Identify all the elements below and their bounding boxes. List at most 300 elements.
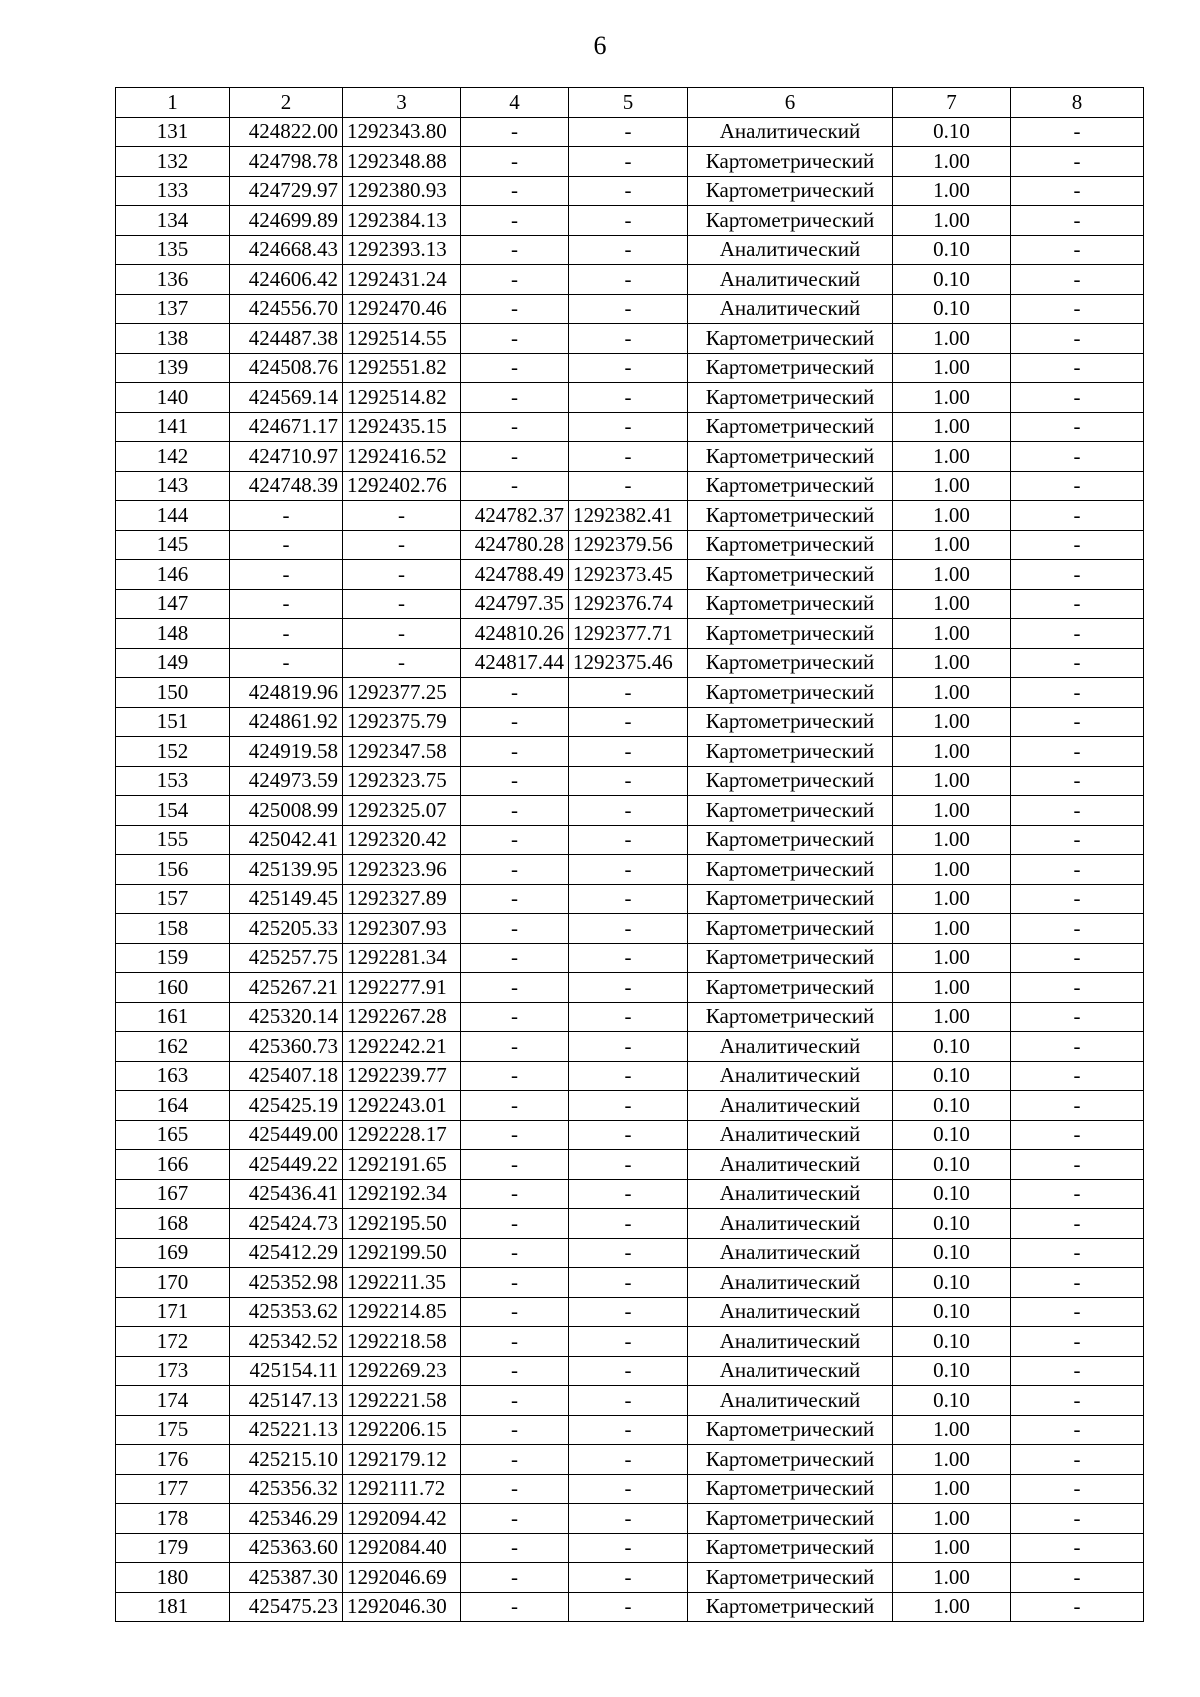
cell-accuracy: 1.00 — [893, 383, 1011, 413]
cell-y-coordinate-alt: - — [569, 1592, 688, 1622]
cell-note: - — [1011, 1032, 1144, 1062]
cell-accuracy: 1.00 — [893, 943, 1011, 973]
cell-y-coordinate-alt: - — [569, 1386, 688, 1416]
cell-method: Картометрический — [688, 560, 893, 590]
cell-accuracy: 1.00 — [893, 560, 1011, 590]
table-row — [116, 1297, 1144, 1327]
cell-point-number: 164 — [116, 1091, 230, 1121]
cell-y-coordinate-alt: 1292376.74 — [569, 589, 688, 619]
cell-note: - — [1011, 678, 1144, 708]
cell-note: - — [1011, 1120, 1144, 1150]
cell-y-coordinate: 1292393.13 — [343, 235, 461, 265]
cell-y-coordinate-alt: 1292382.41 — [569, 501, 688, 531]
cell-method: Аналитический — [688, 1032, 893, 1062]
cell-accuracy: 1.00 — [893, 914, 1011, 944]
cell-y-coordinate-alt: - — [569, 1032, 688, 1062]
cell-accuracy: 1.00 — [893, 501, 1011, 531]
cell-y-coordinate-alt: - — [569, 117, 688, 147]
cell-point-number: 139 — [116, 353, 230, 383]
cell-x-coordinate: 425449.00 — [230, 1120, 343, 1150]
cell-method: Картометрический — [688, 206, 893, 236]
cell-y-coordinate: - — [343, 530, 461, 560]
cell-point-number: 180 — [116, 1563, 230, 1593]
cell-note: - — [1011, 648, 1144, 678]
table-row — [116, 796, 1144, 826]
cell-x-coordinate-alt: - — [461, 884, 569, 914]
cell-y-coordinate-alt: - — [569, 1297, 688, 1327]
cell-y-coordinate: 1292307.93 — [343, 914, 461, 944]
cell-note: - — [1011, 943, 1144, 973]
cell-y-coordinate: 1292195.50 — [343, 1209, 461, 1239]
cell-method: Картометрический — [688, 648, 893, 678]
cell-point-number: 176 — [116, 1445, 230, 1475]
cell-method: Картометрический — [688, 147, 893, 177]
cell-accuracy: 1.00 — [893, 707, 1011, 737]
cell-x-coordinate: 424748.39 — [230, 471, 343, 501]
cell-y-coordinate: 1292402.76 — [343, 471, 461, 501]
cell-point-number: 133 — [116, 176, 230, 206]
cell-x-coordinate: 424556.70 — [230, 294, 343, 324]
cell-x-coordinate-alt: - — [461, 1032, 569, 1062]
cell-y-coordinate: - — [343, 648, 461, 678]
cell-note: - — [1011, 265, 1144, 295]
cell-y-coordinate-alt: - — [569, 442, 688, 472]
cell-accuracy: 1.00 — [893, 147, 1011, 177]
table-row — [116, 1563, 1144, 1593]
cell-x-coordinate: 425346.29 — [230, 1504, 343, 1534]
cell-method: Картометрический — [688, 1445, 893, 1475]
cell-accuracy: 1.00 — [893, 1533, 1011, 1563]
cell-note: - — [1011, 1504, 1144, 1534]
column-header-1: 1 — [116, 88, 230, 118]
column-header-7: 7 — [893, 88, 1011, 118]
cell-x-coordinate-alt: - — [461, 1120, 569, 1150]
cell-accuracy: 0.10 — [893, 1386, 1011, 1416]
cell-x-coordinate-alt: - — [461, 383, 569, 413]
cell-accuracy: 0.10 — [893, 1120, 1011, 1150]
cell-accuracy: 0.10 — [893, 235, 1011, 265]
cell-y-coordinate-alt: - — [569, 147, 688, 177]
table-row — [116, 1415, 1144, 1445]
cell-point-number: 135 — [116, 235, 230, 265]
cell-y-coordinate-alt: - — [569, 1474, 688, 1504]
cell-x-coordinate-alt: - — [461, 1592, 569, 1622]
table-row — [116, 324, 1144, 354]
cell-x-coordinate: 425475.23 — [230, 1592, 343, 1622]
cell-y-coordinate-alt: - — [569, 825, 688, 855]
cell-method: Картометрический — [688, 324, 893, 354]
cell-x-coordinate: 425352.98 — [230, 1268, 343, 1298]
cell-y-coordinate-alt: - — [569, 1209, 688, 1239]
cell-point-number: 165 — [116, 1120, 230, 1150]
cell-point-number: 151 — [116, 707, 230, 737]
cell-x-coordinate: 424710.97 — [230, 442, 343, 472]
cell-x-coordinate: 425353.62 — [230, 1297, 343, 1327]
cell-y-coordinate-alt: - — [569, 324, 688, 354]
table-row — [116, 1061, 1144, 1091]
table-row — [116, 1445, 1144, 1475]
cell-y-coordinate: 1292269.23 — [343, 1356, 461, 1386]
table-row — [116, 884, 1144, 914]
table-row — [116, 1327, 1144, 1357]
cell-y-coordinate: 1292514.55 — [343, 324, 461, 354]
cell-point-number: 158 — [116, 914, 230, 944]
cell-accuracy: 0.10 — [893, 1032, 1011, 1062]
cell-y-coordinate-alt: 1292373.45 — [569, 560, 688, 590]
cell-x-coordinate: 425257.75 — [230, 943, 343, 973]
cell-y-coordinate-alt: - — [569, 1415, 688, 1445]
cell-y-coordinate-alt: - — [569, 943, 688, 973]
cell-x-coordinate: - — [230, 619, 343, 649]
cell-x-coordinate-alt: - — [461, 1238, 569, 1268]
cell-accuracy: 1.00 — [893, 1474, 1011, 1504]
table-row — [116, 619, 1144, 649]
cell-y-coordinate: 1292431.24 — [343, 265, 461, 295]
cell-x-coordinate: 425436.41 — [230, 1179, 343, 1209]
cell-note: - — [1011, 1474, 1144, 1504]
cell-y-coordinate: 1292211.35 — [343, 1268, 461, 1298]
cell-accuracy: 1.00 — [893, 353, 1011, 383]
cell-accuracy: 1.00 — [893, 1002, 1011, 1032]
cell-x-coordinate: - — [230, 589, 343, 619]
cell-point-number: 167 — [116, 1179, 230, 1209]
cell-note: - — [1011, 619, 1144, 649]
cell-accuracy: 0.10 — [893, 1150, 1011, 1180]
column-header-2: 2 — [230, 88, 343, 118]
cell-x-coordinate-alt: - — [461, 678, 569, 708]
cell-x-coordinate: 425387.30 — [230, 1563, 343, 1593]
cell-y-coordinate: 1292239.77 — [343, 1061, 461, 1091]
cell-note: - — [1011, 412, 1144, 442]
cell-y-coordinate: - — [343, 589, 461, 619]
table-row — [116, 766, 1144, 796]
cell-x-coordinate-alt: - — [461, 1327, 569, 1357]
cell-point-number: 145 — [116, 530, 230, 560]
cell-method: Картометрический — [688, 1002, 893, 1032]
cell-y-coordinate: 1292094.42 — [343, 1504, 461, 1534]
cell-y-coordinate-alt: 1292379.56 — [569, 530, 688, 560]
cell-note: - — [1011, 147, 1144, 177]
cell-note: - — [1011, 1415, 1144, 1445]
cell-y-coordinate-alt: - — [569, 1238, 688, 1268]
cell-y-coordinate: 1292323.96 — [343, 855, 461, 885]
cell-y-coordinate-alt: - — [569, 1268, 688, 1298]
cell-y-coordinate: 1292325.07 — [343, 796, 461, 826]
cell-note: - — [1011, 235, 1144, 265]
cell-y-coordinate-alt: - — [569, 707, 688, 737]
cell-y-coordinate: 1292191.65 — [343, 1150, 461, 1180]
cell-y-coordinate: 1292327.89 — [343, 884, 461, 914]
cell-x-coordinate-alt: - — [461, 825, 569, 855]
cell-x-coordinate-alt: - — [461, 1297, 569, 1327]
cell-y-coordinate-alt: - — [569, 235, 688, 265]
cell-x-coordinate: - — [230, 648, 343, 678]
cell-y-coordinate: 1292416.52 — [343, 442, 461, 472]
cell-y-coordinate-alt: - — [569, 206, 688, 236]
cell-x-coordinate: 425147.13 — [230, 1386, 343, 1416]
cell-method: Картометрический — [688, 678, 893, 708]
cell-note: - — [1011, 353, 1144, 383]
cell-y-coordinate-alt: - — [569, 383, 688, 413]
cell-method: Картометрический — [688, 914, 893, 944]
cell-x-coordinate: 425424.73 — [230, 1209, 343, 1239]
cell-y-coordinate: 1292470.46 — [343, 294, 461, 324]
cell-y-coordinate: 1292214.85 — [343, 1297, 461, 1327]
cell-method: Аналитический — [688, 1209, 893, 1239]
cell-x-coordinate-alt: 424797.35 — [461, 589, 569, 619]
cell-point-number: 148 — [116, 619, 230, 649]
cell-accuracy: 1.00 — [893, 1445, 1011, 1475]
cell-point-number: 155 — [116, 825, 230, 855]
cell-y-coordinate-alt: - — [569, 353, 688, 383]
cell-method: Картометрический — [688, 766, 893, 796]
cell-x-coordinate-alt: - — [461, 1179, 569, 1209]
cell-point-number: 179 — [116, 1533, 230, 1563]
cell-method: Аналитический — [688, 1150, 893, 1180]
cell-y-coordinate-alt: - — [569, 1120, 688, 1150]
cell-y-coordinate: 1292384.13 — [343, 206, 461, 236]
cell-note: - — [1011, 1386, 1144, 1416]
cell-note: - — [1011, 707, 1144, 737]
cell-y-coordinate: 1292228.17 — [343, 1120, 461, 1150]
cell-note: - — [1011, 1179, 1144, 1209]
cell-x-coordinate-alt: - — [461, 914, 569, 944]
cell-x-coordinate: 425154.11 — [230, 1356, 343, 1386]
cell-y-coordinate: 1292046.30 — [343, 1592, 461, 1622]
cell-accuracy: 1.00 — [893, 442, 1011, 472]
cell-point-number: 140 — [116, 383, 230, 413]
cell-x-coordinate-alt: - — [461, 1563, 569, 1593]
cell-x-coordinate: 424606.42 — [230, 265, 343, 295]
cell-y-coordinate-alt: - — [569, 973, 688, 1003]
cell-point-number: 163 — [116, 1061, 230, 1091]
cell-accuracy: 1.00 — [893, 1504, 1011, 1534]
cell-x-coordinate-alt: - — [461, 117, 569, 147]
cell-method: Аналитический — [688, 1297, 893, 1327]
table-header — [116, 88, 1144, 118]
cell-y-coordinate: 1292267.28 — [343, 1002, 461, 1032]
cell-point-number: 175 — [116, 1415, 230, 1445]
cell-y-coordinate-alt: - — [569, 1150, 688, 1180]
cell-method: Картометрический — [688, 589, 893, 619]
cell-point-number: 142 — [116, 442, 230, 472]
table-row — [116, 1592, 1144, 1622]
cell-method: Картометрический — [688, 176, 893, 206]
cell-point-number: 131 — [116, 117, 230, 147]
cell-accuracy: 0.10 — [893, 1238, 1011, 1268]
coordinates-table — [115, 87, 1144, 1622]
cell-note: - — [1011, 206, 1144, 236]
cell-x-coordinate: 424861.92 — [230, 707, 343, 737]
cell-accuracy: 0.10 — [893, 1268, 1011, 1298]
cell-y-coordinate-alt: - — [569, 471, 688, 501]
cell-accuracy: 0.10 — [893, 1297, 1011, 1327]
table-row — [116, 1238, 1144, 1268]
cell-note: - — [1011, 1327, 1144, 1357]
cell-x-coordinate-alt: - — [461, 1415, 569, 1445]
cell-x-coordinate-alt: 424788.49 — [461, 560, 569, 590]
cell-method: Аналитический — [688, 1356, 893, 1386]
cell-x-coordinate-alt: - — [461, 737, 569, 767]
cell-method: Аналитический — [688, 1091, 893, 1121]
cell-x-coordinate: 425221.13 — [230, 1415, 343, 1445]
table-row — [116, 206, 1144, 236]
cell-y-coordinate-alt: - — [569, 1356, 688, 1386]
table-row — [116, 117, 1144, 147]
cell-y-coordinate: 1292323.75 — [343, 766, 461, 796]
cell-point-number: 136 — [116, 265, 230, 295]
column-header-5: 5 — [569, 88, 688, 118]
cell-y-coordinate-alt: - — [569, 176, 688, 206]
cell-method: Картометрический — [688, 707, 893, 737]
cell-y-coordinate-alt: - — [569, 766, 688, 796]
table-row — [116, 560, 1144, 590]
cell-x-coordinate-alt: 424810.26 — [461, 619, 569, 649]
cell-y-coordinate: 1292281.34 — [343, 943, 461, 973]
cell-point-number: 177 — [116, 1474, 230, 1504]
table-row — [116, 707, 1144, 737]
cell-accuracy: 0.10 — [893, 294, 1011, 324]
cell-x-coordinate-alt: - — [461, 442, 569, 472]
table-row — [116, 353, 1144, 383]
cell-x-coordinate: 425356.32 — [230, 1474, 343, 1504]
table-row — [116, 589, 1144, 619]
cell-method: Картометрический — [688, 619, 893, 649]
table-row — [116, 442, 1144, 472]
cell-x-coordinate: 425425.19 — [230, 1091, 343, 1121]
table-row — [116, 737, 1144, 767]
cell-y-coordinate-alt: - — [569, 1179, 688, 1209]
cell-point-number: 141 — [116, 412, 230, 442]
cell-x-coordinate-alt: - — [461, 235, 569, 265]
cell-x-coordinate: - — [230, 530, 343, 560]
cell-note: - — [1011, 1091, 1144, 1121]
cell-accuracy: 1.00 — [893, 1563, 1011, 1593]
cell-y-coordinate: 1292435.15 — [343, 412, 461, 442]
cell-note: - — [1011, 383, 1144, 413]
cell-y-coordinate-alt: - — [569, 1091, 688, 1121]
cell-x-coordinate-alt: - — [461, 796, 569, 826]
cell-note: - — [1011, 737, 1144, 767]
cell-x-coordinate-alt: - — [461, 1091, 569, 1121]
table-row — [116, 176, 1144, 206]
cell-accuracy: 1.00 — [893, 766, 1011, 796]
cell-x-coordinate: 424487.38 — [230, 324, 343, 354]
cell-method: Картометрический — [688, 796, 893, 826]
cell-x-coordinate: 424729.97 — [230, 176, 343, 206]
cell-point-number: 172 — [116, 1327, 230, 1357]
cell-y-coordinate: 1292377.25 — [343, 678, 461, 708]
cell-y-coordinate-alt: - — [569, 678, 688, 708]
table-row — [116, 1032, 1144, 1062]
cell-note: - — [1011, 324, 1144, 354]
cell-y-coordinate: 1292347.58 — [343, 737, 461, 767]
cell-y-coordinate: 1292046.69 — [343, 1563, 461, 1593]
cell-method: Аналитический — [688, 1386, 893, 1416]
cell-method: Картометрический — [688, 1563, 893, 1593]
cell-note: - — [1011, 589, 1144, 619]
table-row — [116, 943, 1144, 973]
cell-y-coordinate: 1292348.88 — [343, 147, 461, 177]
cell-y-coordinate-alt: - — [569, 1563, 688, 1593]
cell-accuracy: 0.10 — [893, 1356, 1011, 1386]
table-row — [116, 1386, 1144, 1416]
cell-x-coordinate: 425008.99 — [230, 796, 343, 826]
cell-method: Аналитический — [688, 1120, 893, 1150]
table-row — [116, 1002, 1144, 1032]
page-number: 6 — [593, 31, 607, 60]
cell-method: Картометрический — [688, 442, 893, 472]
cell-accuracy: 0.10 — [893, 1327, 1011, 1357]
cell-method: Картометрический — [688, 1474, 893, 1504]
cell-note: - — [1011, 1445, 1144, 1475]
cell-point-number: 152 — [116, 737, 230, 767]
cell-point-number: 168 — [116, 1209, 230, 1239]
cell-point-number: 173 — [116, 1356, 230, 1386]
cell-point-number: 160 — [116, 973, 230, 1003]
cell-accuracy: 1.00 — [893, 855, 1011, 885]
cell-y-coordinate-alt: - — [569, 796, 688, 826]
cell-x-coordinate-alt: - — [461, 1150, 569, 1180]
cell-y-coordinate-alt: - — [569, 1327, 688, 1357]
cell-y-coordinate: 1292277.91 — [343, 973, 461, 1003]
cell-y-coordinate-alt: - — [569, 412, 688, 442]
cell-accuracy: 0.10 — [893, 1179, 1011, 1209]
cell-method: Аналитический — [688, 1238, 893, 1268]
cell-y-coordinate: 1292551.82 — [343, 353, 461, 383]
cell-method: Картометрический — [688, 383, 893, 413]
cell-note: - — [1011, 914, 1144, 944]
cell-y-coordinate: 1292179.12 — [343, 1445, 461, 1475]
cell-note: - — [1011, 176, 1144, 206]
cell-note: - — [1011, 1002, 1144, 1032]
cell-note: - — [1011, 530, 1144, 560]
cell-method: Картометрический — [688, 412, 893, 442]
cell-x-coordinate-alt: 424782.37 — [461, 501, 569, 531]
cell-x-coordinate-alt: - — [461, 176, 569, 206]
cell-accuracy: 1.00 — [893, 530, 1011, 560]
cell-y-coordinate: - — [343, 560, 461, 590]
cell-method: Аналитический — [688, 235, 893, 265]
cell-y-coordinate: 1292221.58 — [343, 1386, 461, 1416]
cell-y-coordinate-alt: 1292375.46 — [569, 648, 688, 678]
cell-x-coordinate: 425412.29 — [230, 1238, 343, 1268]
cell-x-coordinate: 425363.60 — [230, 1533, 343, 1563]
cell-x-coordinate-alt: - — [461, 1209, 569, 1239]
cell-x-coordinate-alt: - — [461, 943, 569, 973]
cell-point-number: 156 — [116, 855, 230, 885]
cell-method: Картометрический — [688, 737, 893, 767]
cell-y-coordinate: 1292514.82 — [343, 383, 461, 413]
cell-note: - — [1011, 1592, 1144, 1622]
cell-accuracy: 1.00 — [893, 589, 1011, 619]
cell-x-coordinate-alt: - — [461, 1356, 569, 1386]
cell-note: - — [1011, 294, 1144, 324]
cell-x-coordinate: 424668.43 — [230, 235, 343, 265]
cell-note: - — [1011, 766, 1144, 796]
cell-point-number: 144 — [116, 501, 230, 531]
cell-point-number: 132 — [116, 147, 230, 177]
cell-accuracy: 1.00 — [893, 1415, 1011, 1445]
cell-point-number: 137 — [116, 294, 230, 324]
cell-point-number: 174 — [116, 1386, 230, 1416]
cell-point-number: 170 — [116, 1268, 230, 1298]
table-row — [116, 1179, 1144, 1209]
cell-method: Картометрический — [688, 884, 893, 914]
cell-method: Картометрический — [688, 973, 893, 1003]
table-body — [116, 117, 1144, 1622]
cell-y-coordinate-alt: - — [569, 294, 688, 324]
